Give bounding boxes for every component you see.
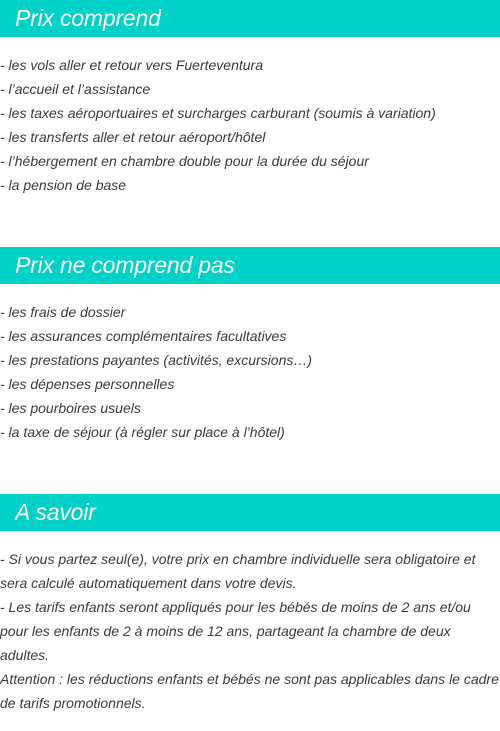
info-paragraph: - Les tarifs enfants seront appliqués pour les bébés de moins de 2 ans et/ou pour les enfants de 2 à moins de 12 ans, partageant la chambre de deux adultes. [0, 599, 471, 663]
included-list [0, 53, 500, 197]
section-header [0, 0, 500, 37]
info-text [0, 547, 500, 715]
section-title: Prix comprend [15, 5, 161, 31]
list-item: - les transferts aller et retour aéroport/hôtel [0, 129, 266, 145]
section-header [0, 494, 500, 531]
list-item: - la taxe de séjour (à régler sur place à l’hôtel) [0, 424, 285, 440]
info-paragraph: - Si vous partez seul(e), votre prix en chambre individuelle sera obligatoire et sera calculé automatiquement dans votre devis. [0, 551, 476, 591]
list-item: - les vols aller et retour vers Fuerteventura [0, 57, 263, 73]
list-item: - les dépenses personnelles [0, 376, 175, 392]
excluded-list [0, 300, 500, 444]
info-paragraph: Attention : les réductions enfants et bébés ne sont pas applicables dans le cadre de tarifs promotionnels. [0, 671, 499, 711]
list-item: - les taxes aéroportuaires et surcharges carburant (soumis à variation) [0, 105, 436, 121]
list-item: - l’accueil et l’assistance [0, 81, 151, 97]
list-item: - les frais de dossier [0, 304, 126, 320]
section-title: A savoir [15, 499, 96, 525]
list-item: - les pourboires usuels [0, 400, 141, 416]
section-prix-comprend [0, 0, 500, 193]
list-item: - l’hébergement en chambre double pour la durée du séjour [0, 153, 369, 169]
section-a-savoir [0, 494, 500, 711]
section-title: Prix ne comprend pas [15, 252, 235, 278]
list-item: - les prestations payantes (activités, excursions…) [0, 352, 313, 368]
list-item: - la pension de base [0, 177, 127, 193]
section-prix-ne-comprend-pas [0, 247, 500, 440]
list-item: - les assurances complémentaires facultatives [0, 328, 287, 344]
section-header [0, 247, 500, 284]
